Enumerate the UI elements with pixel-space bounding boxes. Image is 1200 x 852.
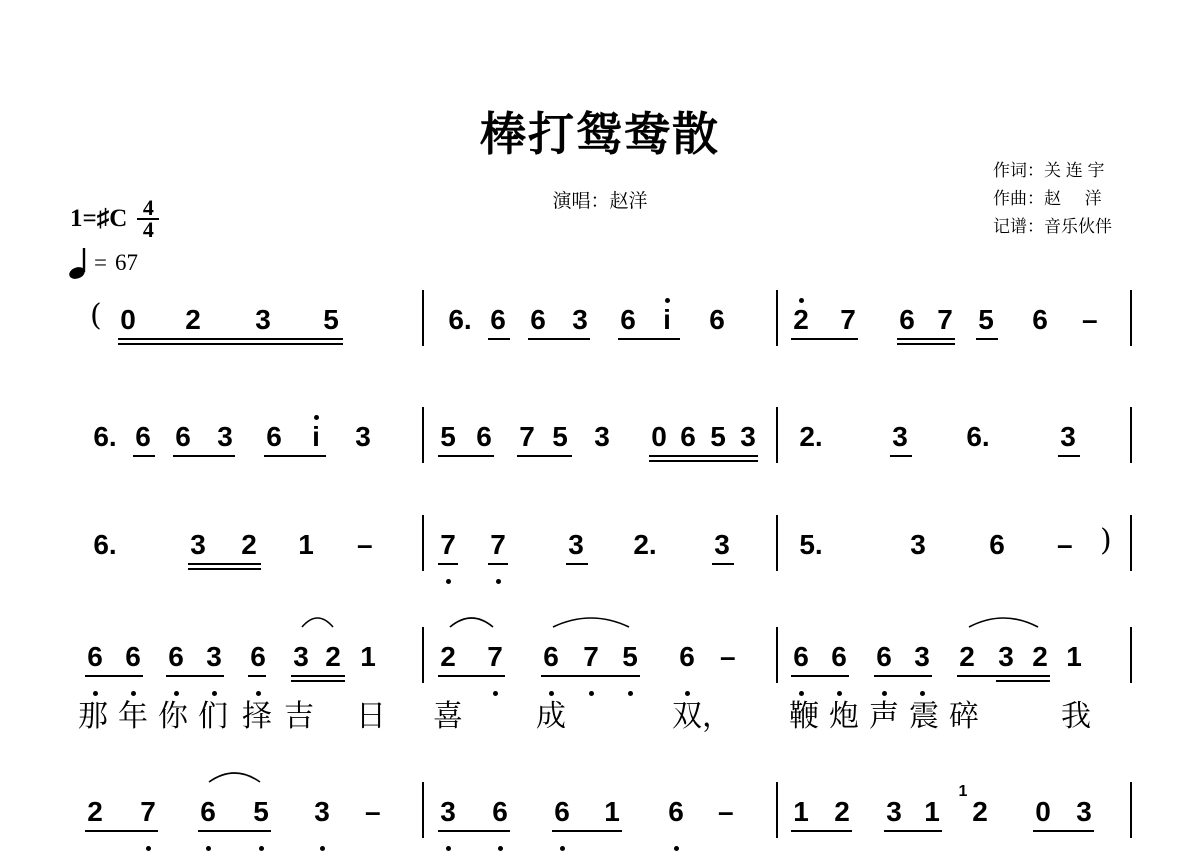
lyric-char: 日 xyxy=(356,700,386,733)
octave-down-dot xyxy=(93,691,98,696)
beam-underline xyxy=(976,338,998,340)
note: 6 xyxy=(200,796,216,827)
slur-arc xyxy=(300,613,335,629)
note: 6 xyxy=(554,796,570,827)
note: 2 xyxy=(834,796,850,827)
octave-down-dot xyxy=(837,691,842,696)
singer-credit: 演唱：赵洋 xyxy=(552,191,648,212)
lyric-char: 碎 xyxy=(949,700,979,733)
note: 5. xyxy=(799,529,823,560)
barline xyxy=(776,407,778,463)
lyric-char: 那 xyxy=(78,700,108,733)
barline xyxy=(1130,782,1132,838)
note: 3 xyxy=(255,304,271,335)
note: 5 xyxy=(323,304,339,335)
beam-underline xyxy=(188,568,261,570)
note: 7 xyxy=(487,641,503,672)
barline xyxy=(776,627,778,683)
barline xyxy=(422,627,424,683)
note: 1 xyxy=(604,796,620,827)
note: 3 xyxy=(190,529,206,560)
beam-underline xyxy=(649,460,758,462)
note: 3 xyxy=(293,641,309,672)
lyricist-credit: 作词：关 连 宇 xyxy=(993,161,1105,180)
parenthesis: ) xyxy=(1100,523,1112,558)
note: 3 xyxy=(740,421,756,452)
note: 3 xyxy=(594,421,610,452)
lyric-char: 年 xyxy=(118,700,148,733)
beam-underline xyxy=(884,830,942,832)
octave-down-dot xyxy=(882,691,887,696)
beam-underline xyxy=(438,830,510,832)
beam-underline xyxy=(438,455,494,457)
note: 0 xyxy=(651,421,667,452)
lyric-char: 们 xyxy=(198,700,228,733)
octave-up-dot xyxy=(665,298,670,303)
lyric-char: 我 xyxy=(1061,700,1091,733)
lyric-char: 双， xyxy=(672,700,732,733)
beam-underline xyxy=(890,455,912,457)
tempo-marking xyxy=(66,246,138,280)
key-signature xyxy=(70,195,159,242)
note: 6 xyxy=(1032,304,1048,335)
lyric-char: 你 xyxy=(158,700,188,733)
beam-underline xyxy=(897,343,955,345)
barline xyxy=(1130,627,1132,683)
note: 6 xyxy=(831,641,847,672)
beam-underline xyxy=(996,680,1050,682)
note: 2 xyxy=(793,304,809,335)
note: 3 xyxy=(998,641,1014,672)
note: 6 xyxy=(125,641,141,672)
key-note: C xyxy=(109,205,128,232)
note: 2 xyxy=(440,641,456,672)
octave-down-dot xyxy=(560,846,565,851)
note: 6 xyxy=(680,421,696,452)
score-row xyxy=(0,407,1200,477)
note: 3 xyxy=(440,796,456,827)
beam-underline xyxy=(438,675,505,677)
note: 1 xyxy=(1066,641,1082,672)
note: 6 xyxy=(87,641,103,672)
beam-underline xyxy=(198,830,271,832)
note: 6 xyxy=(668,796,684,827)
note: i xyxy=(312,421,320,452)
beam-underline xyxy=(118,338,343,340)
score-row xyxy=(0,627,1200,697)
note: 1 xyxy=(958,783,968,800)
barline xyxy=(1130,290,1132,346)
note: 6. xyxy=(93,529,117,560)
note: 3 xyxy=(1060,421,1076,452)
octave-down-dot xyxy=(446,846,451,851)
beam-underline xyxy=(566,563,588,565)
beam-underline xyxy=(1058,455,1080,457)
beam-underline xyxy=(517,455,572,457)
note: 7 xyxy=(440,529,456,560)
note: 6 xyxy=(679,641,695,672)
barline xyxy=(776,290,778,346)
beam-underline xyxy=(791,338,858,340)
note: 6 xyxy=(899,304,915,335)
beam-underline xyxy=(291,675,345,677)
beam-underline xyxy=(173,455,235,457)
slur-arc xyxy=(967,613,1040,629)
key-equals: = xyxy=(82,205,97,232)
barline xyxy=(776,515,778,571)
note: 7 xyxy=(583,641,599,672)
octave-down-dot xyxy=(498,846,503,851)
note: 6. xyxy=(966,421,990,452)
note: 6 xyxy=(989,529,1005,560)
beam-underline xyxy=(618,338,680,340)
note: 7 xyxy=(840,304,856,335)
tempo-bpm: 67 xyxy=(114,250,138,275)
note: 6 xyxy=(876,641,892,672)
tempo-equals: = xyxy=(94,250,107,275)
barline xyxy=(422,515,424,571)
octave-down-dot xyxy=(493,691,498,696)
score-row xyxy=(0,515,1200,585)
note: 6 xyxy=(492,796,508,827)
octave-down-dot xyxy=(131,691,136,696)
octave-down-dot xyxy=(146,846,151,851)
parenthesis: ( xyxy=(90,298,102,333)
note: 2. xyxy=(633,529,657,560)
note: 7 xyxy=(490,529,506,560)
key-tonic: 1 xyxy=(70,205,83,232)
note: 6 xyxy=(490,304,506,335)
lyric-char: 吉 xyxy=(284,700,314,733)
note: 2 xyxy=(972,796,988,827)
note: 6 xyxy=(793,641,809,672)
beam-underline xyxy=(118,343,343,345)
note: 3 xyxy=(910,529,926,560)
note: 3 xyxy=(572,304,588,335)
octave-down-dot xyxy=(628,691,633,696)
time-top: 4 xyxy=(142,195,154,220)
composer-credit: 作曲：赵 洋 xyxy=(993,189,1102,208)
octave-down-dot xyxy=(549,691,554,696)
note: 7 xyxy=(140,796,156,827)
note: 2. xyxy=(799,421,823,452)
key-sharp: ♯ xyxy=(96,205,110,232)
beam-underline xyxy=(438,563,458,565)
transcriber-credit: 记谱：音乐伙伴 xyxy=(993,217,1112,236)
score-row xyxy=(0,290,1200,360)
sustain-dash: – xyxy=(718,796,734,827)
note: 5 xyxy=(440,421,456,452)
octave-down-dot xyxy=(320,846,325,851)
score-row xyxy=(0,782,1200,852)
slur-arc xyxy=(448,613,495,629)
note: 1 xyxy=(360,641,376,672)
beam-underline xyxy=(528,338,590,340)
time-bottom: 4 xyxy=(142,217,154,242)
note: 5 xyxy=(552,421,568,452)
beam-underline xyxy=(897,338,955,340)
beam-underline xyxy=(1033,830,1094,832)
octave-down-dot xyxy=(589,691,594,696)
beam-underline xyxy=(166,675,224,677)
quarter-note-icon xyxy=(66,246,88,280)
note: 2 xyxy=(1032,641,1048,672)
beam-underline xyxy=(874,675,932,677)
octave-down-dot xyxy=(685,691,690,696)
barline xyxy=(1130,515,1132,571)
beam-underline xyxy=(133,455,155,457)
note: 6 xyxy=(135,421,151,452)
beam-underline xyxy=(264,455,326,457)
song-title: 棒打鸳鸯散 xyxy=(480,107,720,161)
beam-underline xyxy=(248,675,266,677)
note: 3 xyxy=(568,529,584,560)
slur-arc xyxy=(551,613,631,629)
note: i xyxy=(663,304,671,335)
beam-underline xyxy=(791,675,849,677)
note: 1 xyxy=(298,529,314,560)
note: 2 xyxy=(87,796,103,827)
barline xyxy=(422,290,424,346)
octave-down-dot xyxy=(174,691,179,696)
note: 6 xyxy=(250,641,266,672)
octave-down-dot xyxy=(446,579,451,584)
lyric-char: 择 xyxy=(242,700,272,733)
sustain-dash: – xyxy=(720,641,736,672)
beam-underline xyxy=(488,563,508,565)
note: 5 xyxy=(253,796,269,827)
beam-underline xyxy=(85,830,158,832)
octave-down-dot xyxy=(496,579,501,584)
beam-underline xyxy=(996,675,1050,677)
note: 2 xyxy=(959,641,975,672)
note: 3 xyxy=(714,529,730,560)
note: 3 xyxy=(1076,796,1092,827)
note: 6 xyxy=(266,421,282,452)
note: 3 xyxy=(314,796,330,827)
note: 3 xyxy=(914,641,930,672)
note: 6 xyxy=(543,641,559,672)
note: 5 xyxy=(710,421,726,452)
octave-down-dot xyxy=(259,846,264,851)
note: 6 xyxy=(709,304,725,335)
note: 7 xyxy=(519,421,535,452)
beam-underline xyxy=(488,338,510,340)
beam-underline xyxy=(291,680,345,682)
lyric-char: 炮 xyxy=(829,700,859,733)
sustain-dash: – xyxy=(1057,529,1073,560)
note: 3 xyxy=(206,641,222,672)
note: 6. xyxy=(93,421,117,452)
note: 3 xyxy=(355,421,371,452)
octave-up-dot xyxy=(799,298,804,303)
credits-block xyxy=(993,157,1112,241)
note: 6 xyxy=(175,421,191,452)
beam-underline xyxy=(85,675,143,677)
note: 6 xyxy=(168,641,184,672)
note: 0 xyxy=(120,304,136,335)
note: 3 xyxy=(217,421,233,452)
beam-underline xyxy=(712,563,734,565)
lyric-char: 声 xyxy=(869,700,899,733)
octave-down-dot xyxy=(256,691,261,696)
note: 6 xyxy=(476,421,492,452)
barline xyxy=(1130,407,1132,463)
note: 3 xyxy=(892,421,908,452)
note: 2 xyxy=(185,304,201,335)
sustain-dash: – xyxy=(357,529,373,560)
beam-underline xyxy=(649,455,758,457)
lyric-char: 震 xyxy=(909,700,939,733)
beam-underline xyxy=(552,830,622,832)
octave-down-dot xyxy=(920,691,925,696)
octave-down-dot xyxy=(212,691,217,696)
lyric-char: 成 xyxy=(536,700,566,733)
octave-up-dot xyxy=(314,415,319,420)
note: 5 xyxy=(622,641,638,672)
lyric-char: 鞭 xyxy=(789,700,819,733)
octave-down-dot xyxy=(674,846,679,851)
beam-underline xyxy=(188,563,261,565)
barline xyxy=(776,782,778,838)
beam-underline xyxy=(541,675,640,677)
note: 3 xyxy=(886,796,902,827)
lyric-char: 喜 xyxy=(433,700,463,733)
note: 5 xyxy=(978,304,994,335)
barline xyxy=(422,782,424,838)
sustain-dash: – xyxy=(365,796,381,827)
note: 2 xyxy=(241,529,257,560)
slur-arc xyxy=(207,768,262,784)
note: 2 xyxy=(325,641,341,672)
beam-underline xyxy=(791,830,852,832)
note: 7 xyxy=(937,304,953,335)
time-signature xyxy=(137,195,159,242)
note: 1 xyxy=(924,796,940,827)
note: 1 xyxy=(793,796,809,827)
note: 0 xyxy=(1035,796,1051,827)
octave-down-dot xyxy=(799,691,804,696)
octave-down-dot xyxy=(206,846,211,851)
sustain-dash: – xyxy=(1082,304,1098,335)
barline xyxy=(422,407,424,463)
note: 6 xyxy=(530,304,546,335)
note: 6. xyxy=(448,304,472,335)
note: 6 xyxy=(620,304,636,335)
